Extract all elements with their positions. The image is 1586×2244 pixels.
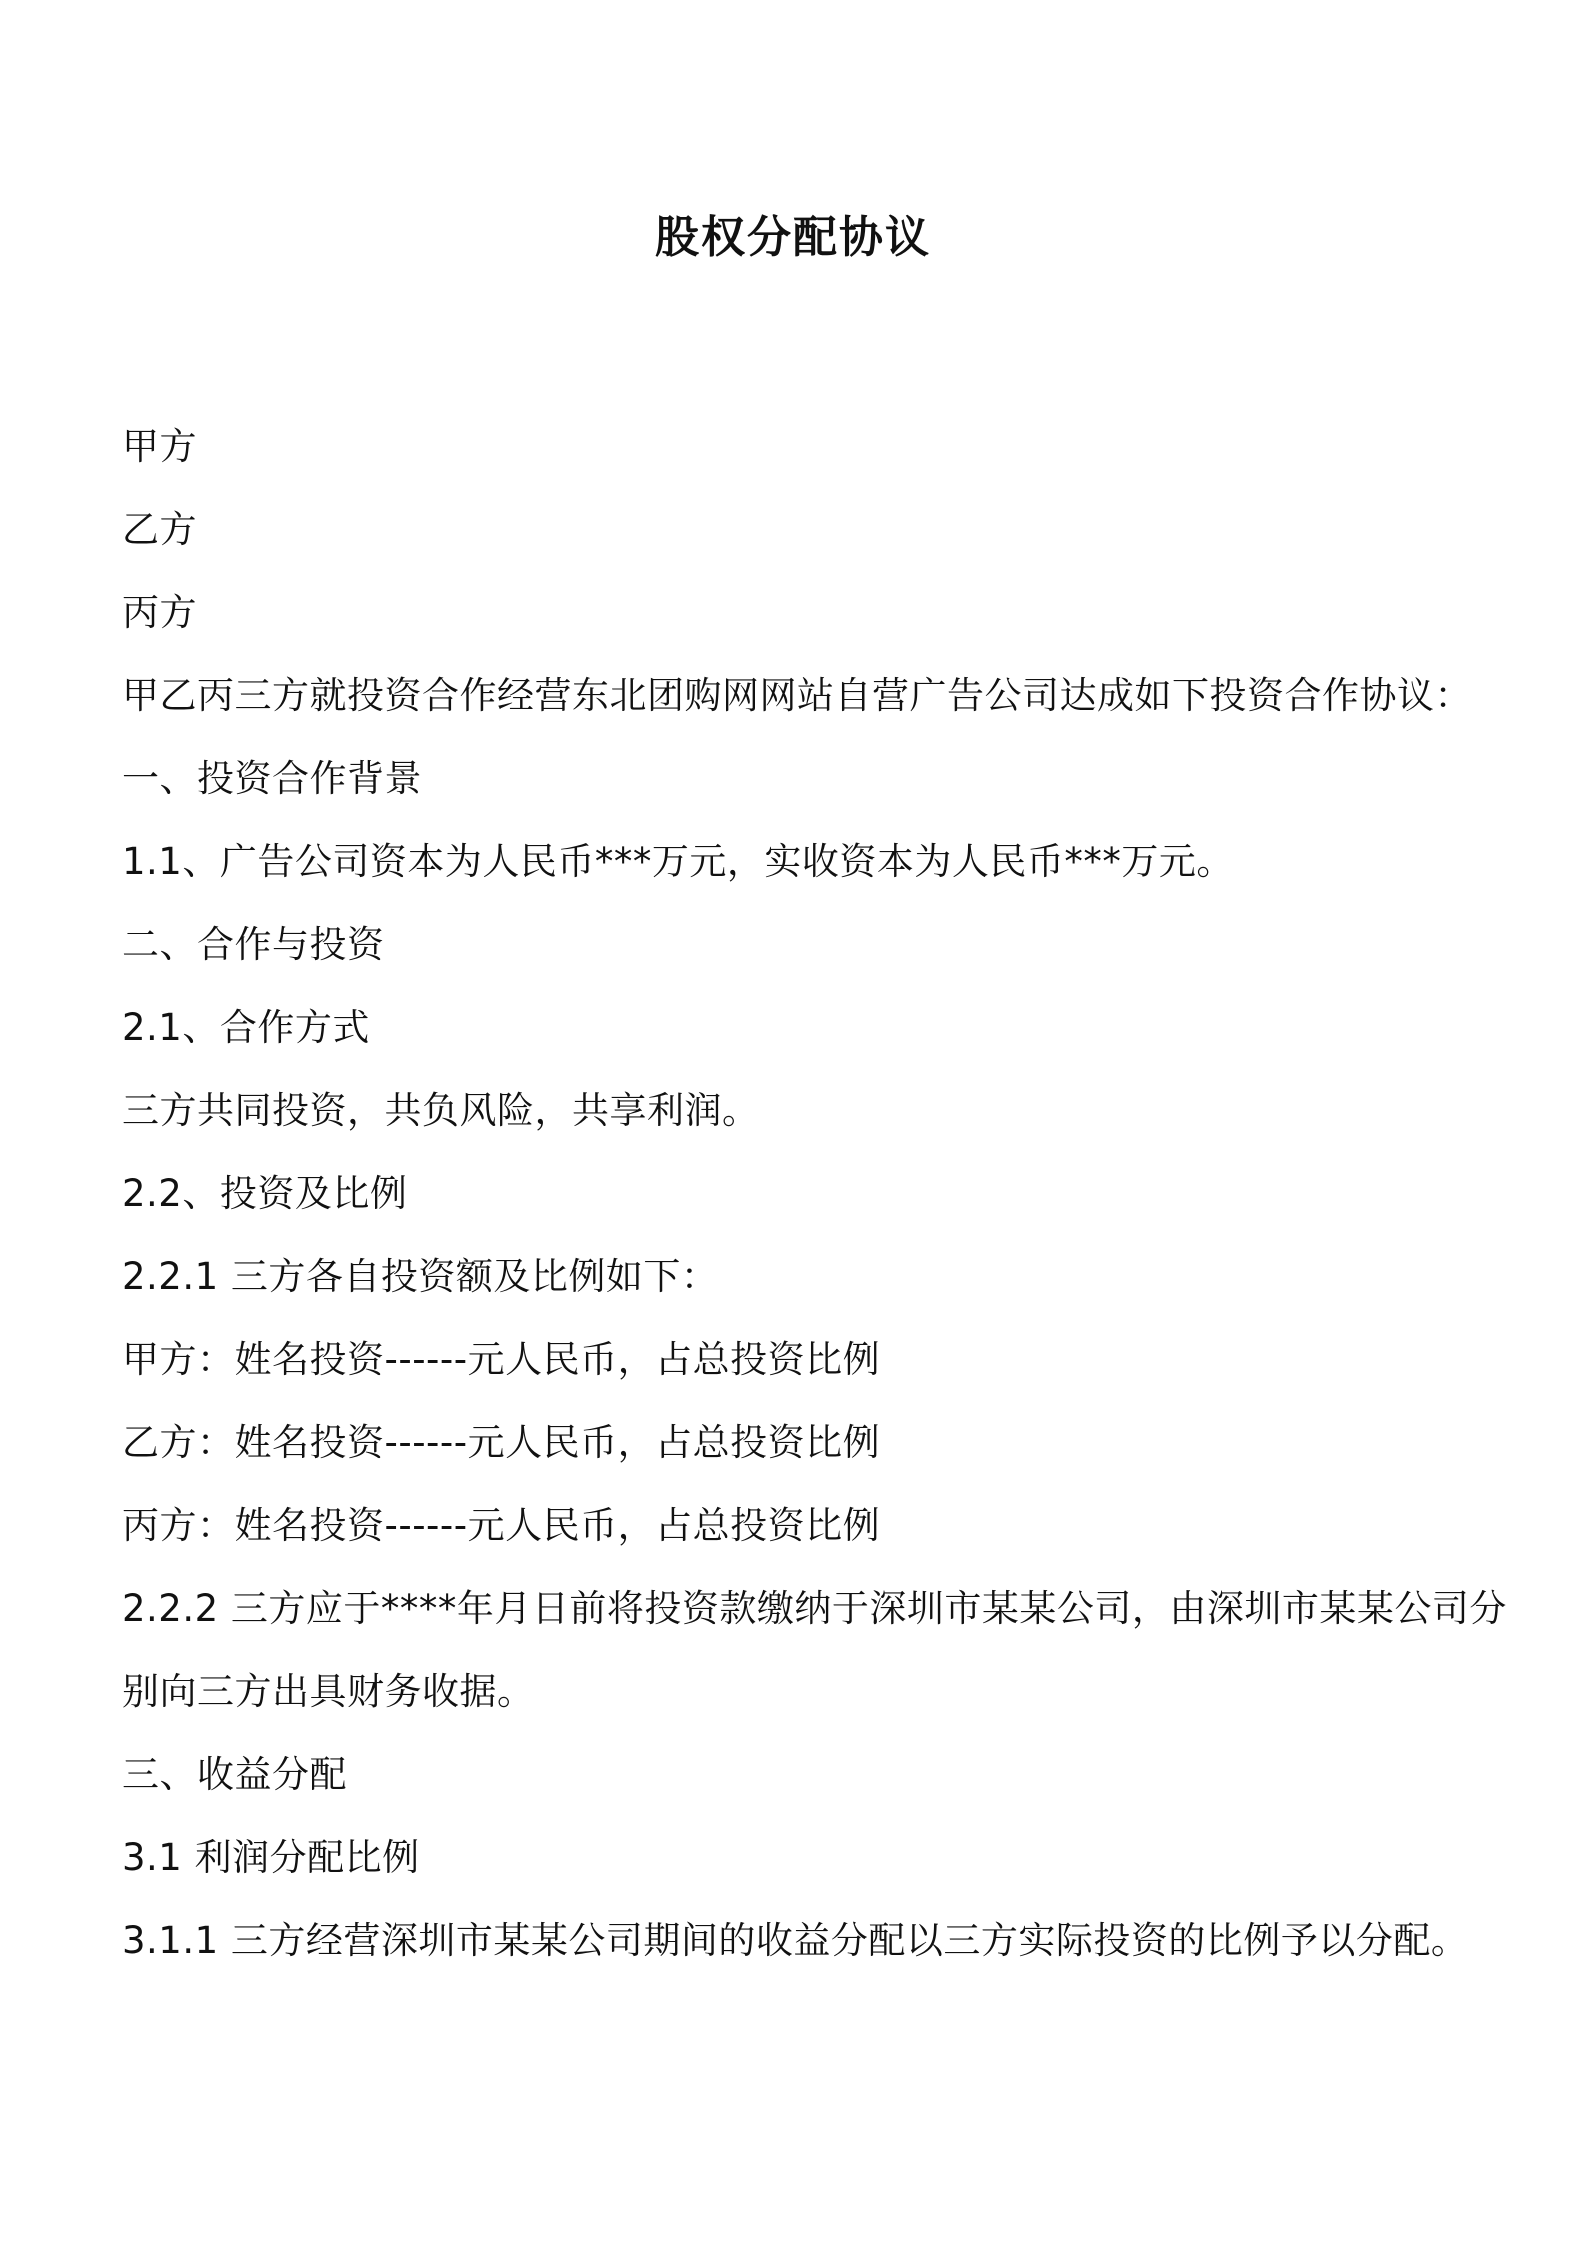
clause-3-1-heading: 3.1 利润分配比例 — [122, 1836, 420, 1879]
section-heading-1: 一、投资合作背景 — [122, 757, 422, 800]
party-c-investment: 丙方：姓名投资------元人民币，占总投资比例 — [122, 1504, 881, 1547]
clause-2-2-heading: 2.2、投资及比例 — [122, 1172, 408, 1215]
clause-2-2-2-line-2: 别向三方出具财务收据。 — [122, 1670, 535, 1713]
clause-2-1-text: 三方共同投资，共负风险，共享利润。 — [122, 1089, 760, 1132]
party-b-investment: 乙方：姓名投资------元人民币，占总投资比例 — [122, 1421, 881, 1464]
agreement-intro: 甲乙丙三方就投资合作经营东北团购网网站自营广告公司达成如下投资合作协议： — [122, 674, 1472, 717]
document-body — [122, 405, 1507, 1982]
clause-3-1-1: 3.1.1 三方经营深圳市某某公司期间的收益分配以三方实际投资的比例予以分配。 — [122, 1919, 1469, 1962]
party-a-line: 甲方 — [122, 425, 197, 468]
section-heading-2: 二、合作与投资 — [122, 923, 385, 966]
clause-2-2-2-line-1: 2.2.2 三方应于****年月日前将投资款缴纳于深圳市某某公司，由深圳市某某公司分 — [122, 1587, 1507, 1630]
clause-1-1: 1.1、广告公司资本为人民币***万元，实收资本为人民币***万元。 — [122, 840, 1234, 883]
party-b-line: 乙方 — [122, 508, 197, 551]
clause-2-1-heading: 2.1、合作方式 — [122, 1006, 370, 1049]
party-a-investment: 甲方：姓名投资------元人民币，占总投资比例 — [122, 1338, 881, 1381]
section-heading-3: 三、收益分配 — [122, 1753, 347, 1796]
clause-2-2-1: 2.2.1 三方各自投资额及比例如下： — [122, 1255, 719, 1298]
document-title: 股权分配协议 — [655, 212, 931, 263]
party-c-line: 丙方 — [122, 591, 197, 634]
